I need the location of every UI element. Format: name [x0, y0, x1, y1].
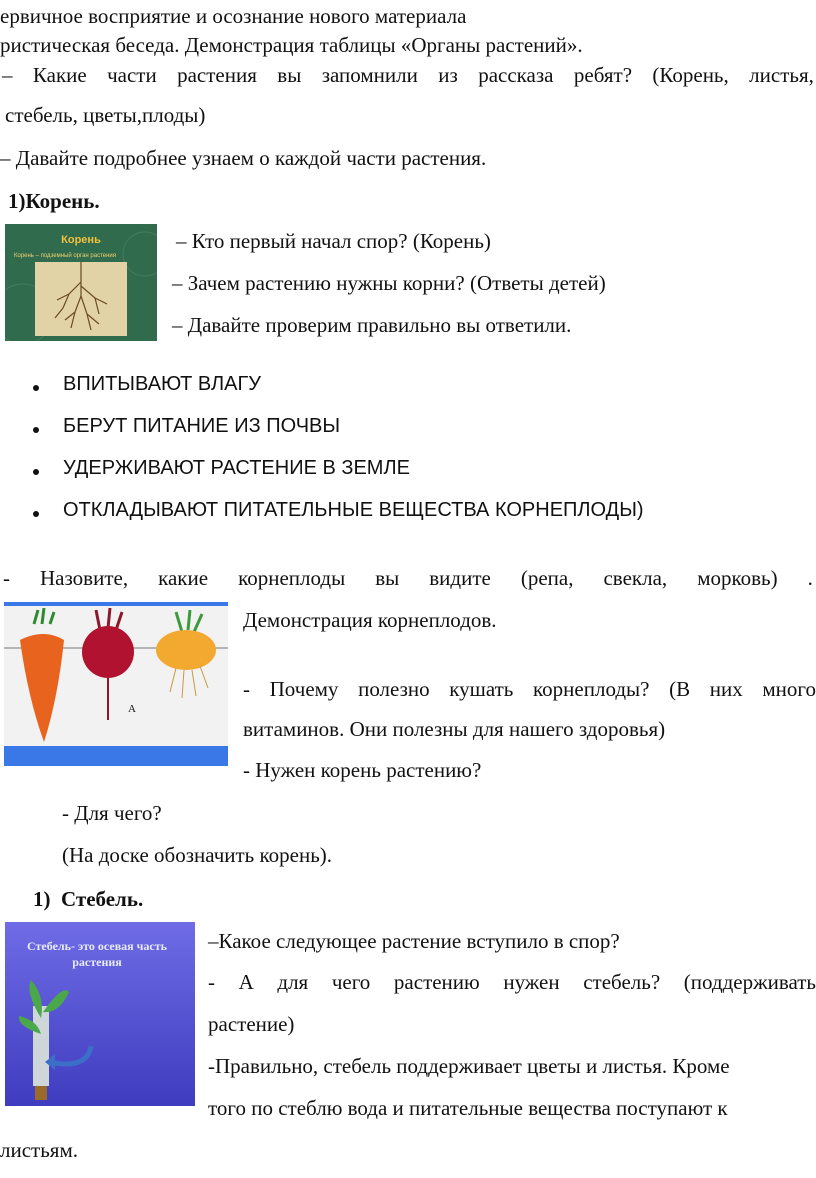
word: Какие [32, 63, 87, 87]
word: корнеплоды? [533, 677, 650, 701]
word: запомнили [321, 63, 418, 87]
root-vegetables-image [4, 602, 228, 766]
root-vegetables-question [3, 565, 813, 591]
turnip-shape [156, 630, 216, 670]
stem-answer-3: листьям. [0, 1138, 78, 1162]
stem-slide-title-1: Стебель- это осевая часть [27, 939, 167, 953]
header-line-2: ристическая беседа. Демонстрация таблицы «Органы растений». [0, 33, 583, 57]
word: вы [277, 63, 302, 87]
header-line-1: ервичное восприятие и осознание нового материала [0, 4, 467, 28]
root-slide-title: Корень [61, 234, 101, 246]
demo-line: Демонстрация корнеплодов. [243, 608, 497, 632]
word: для [277, 970, 309, 994]
word: них [709, 677, 743, 701]
word: нужен [503, 970, 560, 994]
word: растению [393, 970, 480, 994]
root-slide-subtitle: Корень – подземный орган растения [13, 253, 117, 259]
word: свекла, [603, 566, 668, 590]
stem-question-2-cont: растение) [208, 1012, 295, 1036]
need-root-line: - Нужен корень растению? [243, 758, 482, 782]
vegetables-top-water [4, 602, 228, 606]
vegetables-label: А [128, 703, 136, 715]
word: – [2, 63, 13, 87]
bullet-dot [33, 511, 39, 517]
word: морковь) [697, 566, 778, 590]
bullet-item: УДЕРЖИВАЮТ РАСТЕНИЕ В ЗЕМЛЕ [63, 457, 410, 479]
stem-slide-image [5, 922, 195, 1106]
stem-question-2 [208, 969, 816, 995]
word: листья, [749, 63, 814, 87]
word: Назовите, [40, 566, 129, 590]
root-question-1: – Кто первый начал спор? (Корень) [176, 229, 491, 253]
bullet-item: БЕРУТ ПИТАНИЕ ИЗ ПОЧВЫ [63, 415, 341, 437]
bullet-dot [33, 427, 39, 433]
what-for-line: - Для чего? [62, 801, 162, 825]
why-question [243, 676, 816, 702]
word: Почему [269, 677, 339, 701]
board-line: (На доске обозначить корень). [62, 843, 333, 867]
word: ребят? [573, 63, 633, 87]
word: видите [429, 566, 491, 590]
word: части [107, 63, 157, 87]
stem-answer-1: -Правильно, стебель поддерживает цветы и листья. Кроме [208, 1054, 730, 1078]
word: (В [669, 677, 691, 701]
word: растения [177, 63, 257, 87]
word: чего [331, 970, 371, 994]
word: (репа, [520, 566, 574, 590]
word: - [3, 566, 10, 590]
stem-question-1: –Какое следующее растение вступило в спор? [208, 929, 620, 953]
plant-parts-answer: стебель, цветы,плоды) [5, 103, 206, 127]
word: А [238, 970, 254, 994]
word: из [438, 63, 458, 87]
vegetables-water [4, 746, 228, 766]
root-heading: 1)Корень. [8, 189, 100, 213]
word: вы [375, 566, 400, 590]
stem-heading: 1) Стебель. [33, 887, 144, 911]
word: полезно [358, 677, 430, 701]
word: корнеплоды [238, 566, 346, 590]
bullet-dot [33, 469, 39, 475]
beet-shape [82, 626, 134, 678]
root-question-3: – Давайте проверим правильно вы ответили. [172, 313, 572, 337]
word: стебель? [583, 970, 661, 994]
word: много [762, 677, 816, 701]
bullet-item: ВПИТЫВАЮТ ВЛАГУ [63, 373, 261, 395]
word: (поддерживать [683, 970, 816, 994]
stem-answer-2: того по стеблю вода и питательные вещества поступают к [208, 1096, 728, 1120]
bullet-dot [33, 385, 39, 391]
plant-parts-question [2, 62, 814, 88]
word: рассказа [478, 63, 554, 87]
word: кушать [449, 677, 514, 701]
bullet-item: ОТКЛАДЫВАЮТ ПИТАТЕЛЬНЫЕ ВЕЩЕСТВА КОРНЕПЛОДЫ) [63, 499, 644, 521]
stem-slide-title-2: растения [72, 955, 122, 969]
vitamins-line: витаминов. Они полезны для нашего здоровья) [243, 717, 666, 741]
word: какие [158, 566, 209, 590]
word: (Корень, [652, 63, 729, 87]
detail-line: – Давайте подробнее узнаем о каждой части растения. [0, 146, 487, 170]
word: . [807, 566, 813, 590]
root-question-2: – Зачем растению нужны корни? (Ответы детей) [172, 271, 606, 295]
word: - [208, 970, 215, 994]
word: - [243, 677, 250, 701]
root-slide-image [5, 224, 157, 341]
